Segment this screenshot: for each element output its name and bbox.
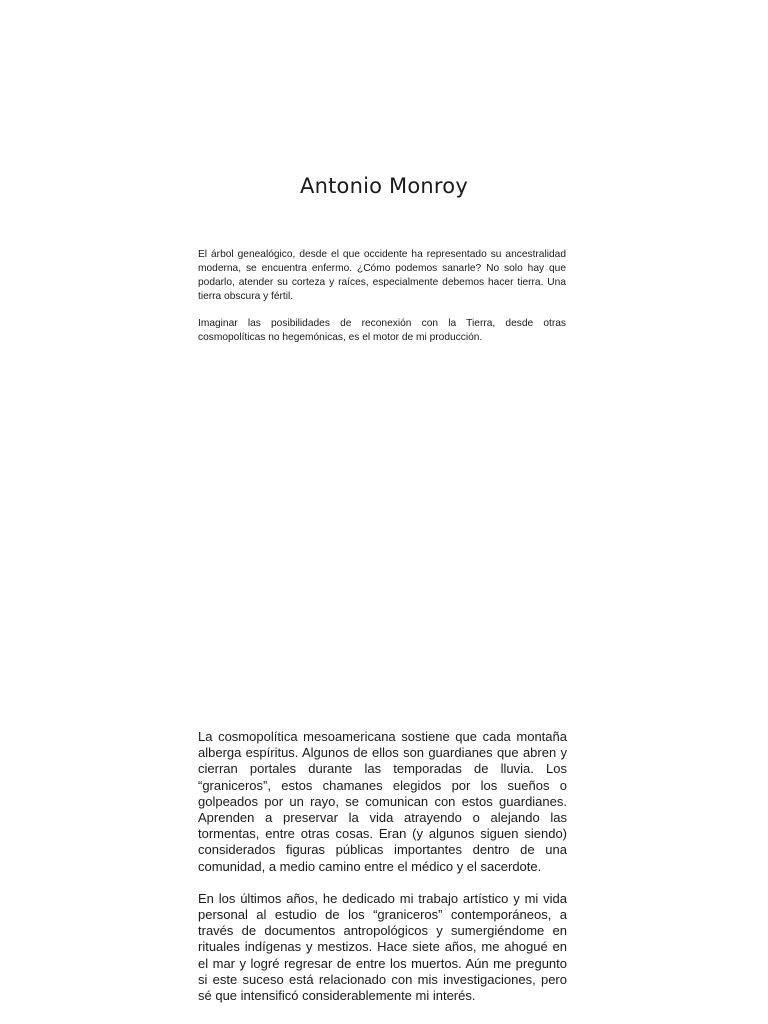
body-text-block xyxy=(198,729,567,1020)
intro-text-block xyxy=(198,248,566,358)
page-title: Antonio Monroy xyxy=(300,174,468,198)
intro-paragraph: Imaginar las posibilidades de reconexión con la Tierra, desde otras cosmopolíticas no hegemónicas, es el motor de mi producción. xyxy=(198,318,566,343)
body-paragraph: La cosmopolítica mesoamericana sostiene que cada montaña alberga espíritus. Algunos de ellos son guardianes que abren y cierran portales durante las temporadas de lluvia. Los “graniceros”, estos chamanes elegidos por los sueños o golpeados por un rayo, se comunican con estos guardianes. Aprenden a preservar la vida atrayendo o alejando las tormentas, entre otras cosas. Eran (y algunos siguen siendo) considerados figuras públicas importantes dentro de una comunidad, a medio camino entre el médico y el sacerdote. xyxy=(198,729,567,874)
body-paragraph: En los últimos años, he dedicado mi trabajo artístico y mi vida personal al estudio de los “graniceros” contemporáneos, a través de documentos antropológicos y sumergiéndome en rituales indígenas y mestizos. Hace siete años, me ahogué en el mar y logré regresar de entre los muertos. Aún me pregunto si este suceso está relacionado con mis investigaciones, pero sé que intensificó considerablemente mi interés. xyxy=(198,890,567,1004)
intro-paragraph: El árbol genealógico, desde el que occidente ha representado su ancestralidad moderna, se encuentra enfermo. ¿Cómo podemos sanarle? No solo hay que podarlo, atender su corteza y raíces, especialmente debemos hacer tierra. Una tierra obscura y fértil. xyxy=(198,249,566,302)
